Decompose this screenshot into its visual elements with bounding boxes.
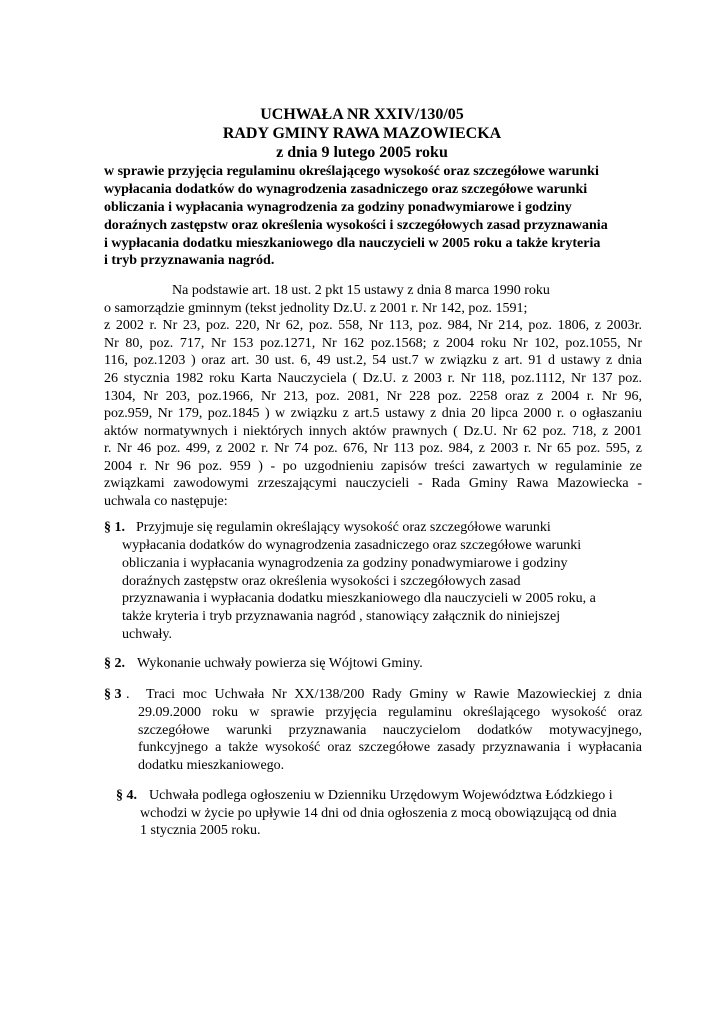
council-name: RADY GMINY RAWA MAZOWIECKA [222, 125, 502, 142]
subject-line: w sprawie przyjęcia regulaminu określającego wysokość oraz szczegółowe warunki [104, 164, 599, 179]
legal-basis-line: o samorządzie gminnym (tekst jednolity Dz.U. z 2001 r. Nr 142, poz. 1591; [104, 301, 528, 316]
section-mark: § 3 [104, 687, 122, 702]
section-line: Wykonanie uchwały powierza się Wójtowi Gminy. [137, 656, 423, 671]
legal-basis-line: poz.959, Nr 179, poz.1845 ) w związku z art.5 ustawy z dnia 20 lipca 2000 r. o ogłaszaniu [104, 406, 642, 421]
section-line: obliczania i wypłacania wynagrodzenia za godziny ponadwymiarowe i godziny [122, 556, 568, 571]
section-line: 1 stycznia 2005 roku. [140, 823, 261, 838]
section-line: przyznawania i wypłacania dodatku mieszkaniowego dla nauczycieli w 2005 roku, a [122, 591, 596, 606]
legal-basis-line: 116, poz.1203 ) oraz art. 30 ust. 6, 49 ust.2, 54 ust.7 w związku z art. 91 d ustawy z dnia [104, 353, 642, 368]
section-line: Uchwała podlega ogłoszeniu w Dzienniku Urzędowym Województwa Łódzkiego i [149, 788, 613, 803]
section-mark: § 1. [104, 520, 125, 535]
subject-line: i wypłacania dodatku mieszkaniowego dla nauczycieli w 2005 roku a także kryteria [104, 236, 601, 251]
legal-basis-line: z 2002 r. Nr 23, poz. 220, Nr 62, poz. 558, Nr 113, poz. 984, Nr 214, poz. 1806, z 2003r. [104, 318, 642, 333]
legal-basis-line: aktów normatywnych i niektórych innych aktów prawnych ( Dz.U. Nr 62 poz. 718, z 2001 [104, 424, 642, 439]
section-line: dodatku mieszkaniowego. [138, 758, 285, 773]
resolution-number: UCHWAŁA NR XXIV/130/05 [260, 106, 464, 123]
subject-line: obliczania i wypłacania wynagrodzenia za godziny ponadwymiarowe i godziny [104, 200, 572, 215]
legal-basis-line: 26 stycznia 1982 roku Karta Nauczyciela ( Dz.U. z 2003 r. Nr 118, poz.1112, Nr 137 poz. [104, 371, 642, 386]
section-line: także kryteria i tryb przyznawania nagród , stanowiący załącznik do niniejszej [122, 609, 561, 624]
section-line: funkcyjnego a także wysokość oraz szczegółowe zasady przyznawania i wypłacania [138, 740, 642, 755]
subject-line: i tryb przyznawania nagród. [104, 253, 275, 268]
legal-basis-line: 2004 r. Nr 96 poz. 959 ) - po uzgodnieniu zapisów treści zawartych w regulaminie ze [104, 459, 642, 474]
section-line: wypłacania dodatków do wynagrodzenia zasadniczego oraz szczegółowe warunki [122, 538, 582, 553]
section-mark-dot: . [126, 687, 130, 702]
subject-line: doraźnych zastępstw oraz określenia wysokości i szczegółowych zasad przyznawania [104, 218, 608, 233]
section-line: Traci moc Uchwała Nr XX/138/200 Rady Gminy w Rawie Mazowieckiej z dnia [146, 687, 642, 702]
legal-basis-line: związkami zawodowymi zrzeszającymi nauczycieli - Rada Gminy Rawa Mazowiecka - [104, 476, 642, 491]
section-line: wchodzi w życie po upływie 14 dni od dnia ogłoszenia z mocą obowiązującą od dnia [140, 806, 617, 821]
section-mark: § 4. [116, 788, 137, 803]
legal-basis-line: 1304, Nr 203, poz.1966, Nr 213, poz. 2081, Nr 228 poz. 2258 oraz z 2004 r. Nr 96, [104, 389, 642, 404]
section-line: szczegółowe warunki przyznawania nauczycielom dodatków motywacyjnego, [138, 723, 642, 738]
resolution-date: z dnia 9 lutego 2005 roku [276, 144, 448, 161]
section-line: Przyjmuje się regulamin określający wysokość oraz szczegółowe warunki [136, 520, 551, 535]
legal-basis-line: Nr 80, poz. 717, Nr 153 poz.1271, Nr 162 poz.1568; z 2004 roku Nr 102, poz.1055, Nr [104, 336, 642, 351]
legal-basis-line: uchwala co następuje: [104, 494, 228, 509]
section-line: 29.09.2000 roku w sprawie przyjęcia regulaminu określającego wysokość oraz [138, 705, 642, 720]
section-line: uchwały. [122, 627, 173, 642]
section-line: doraźnych zastępstw oraz określenia wysokości i szczegółowych zasad [122, 574, 521, 589]
legal-basis-line: Na podstawie art. 18 ust. 2 pkt 15 ustawy z dnia 8 marca 1990 roku [172, 283, 550, 298]
section-mark: § 2. [104, 656, 125, 671]
subject-line: wypłacania dodatków do wynagrodzenia zasadniczego oraz szczegółowe warunki [104, 182, 588, 197]
legal-basis-line: r. Nr 46 poz. 499, z 2002 r. Nr 74 poz. 676, Nr 113 poz. 984, z 2003 r. Nr 65 poz. 595, z [104, 441, 642, 456]
